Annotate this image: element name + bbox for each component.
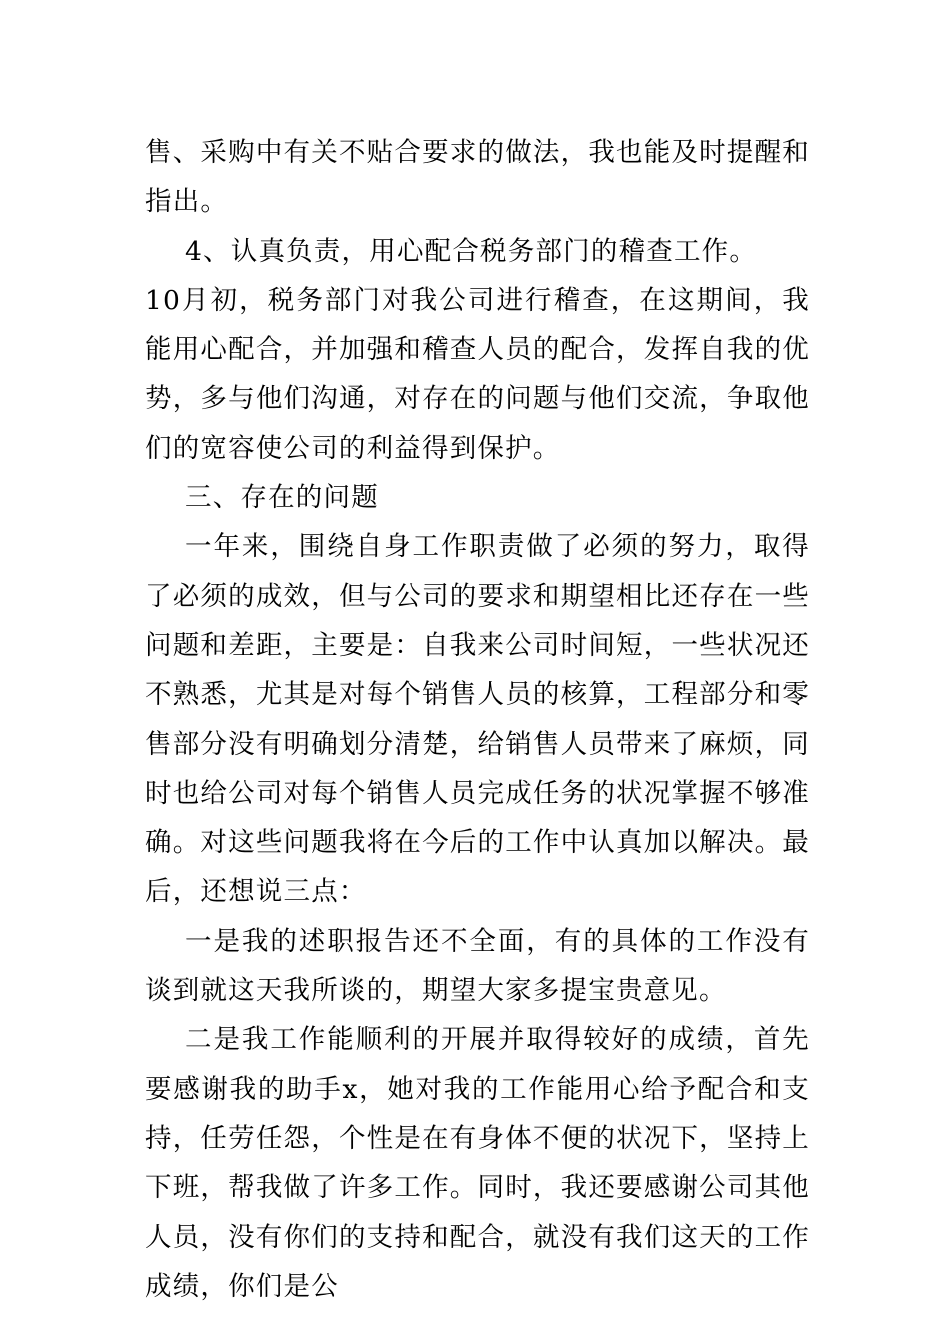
paragraph-tax-audit-detail: 10月初，税务部门对我公司进行稽查，在这期间，我能用心配合，并加强和稽查人员的配合，发挥自我的优势，多与他们沟通，对存在的问题与他们交流，争取他们的宽容使公司的利益得到保护。 [145,284,810,464]
document-body [145,128,810,1311]
paragraph-tax-audit-heading: 4、认真负责，用心配合税务部门的稽查工作。 [185,235,758,267]
section-heading-problems: 三、存在的问题 [185,482,379,514]
paragraph-point-one: 一是我的述职报告还不全面，有的具体的工作没有谈到就这天我所谈的，期望大家多提宝贵意见。 [145,925,810,1007]
paragraph-point-two: 二是我工作能顺利的开展并取得较好的成绩，首先要感谢我的助手x，她对我的工作能用心给予配合和支持，任劳任怨，个性是在有身体不便的状况下，坚持上下班，帮我做了许多工作。同时，我还要感谢公司其他人员，没有你们的支持和配合，就没有我们这天的工作成绩，你们是公 [145,1024,810,1302]
paragraph-problems-detail: 一年来，围绕自身工作职责做了必须的努力，取得了必须的成效，但与公司的要求和期望相比还存在一些问题和差距，主要是：自我来公司时间短，一些状况还不熟悉，尤其是对每个销售人员的核算，工程部分和零售部分没有明确划分清楚，给销售人员带来了麻烦，同时也给公司对每个销售人员完成任务的状况掌握不够准确。对这些问题我将在今后的工作中认真加以解决。最后，还想说三点： [145,531,810,908]
paragraph-sales-procurement: 售、采购中有关不贴合要求的做法，我也能及时提醒和指出。 [145,137,810,218]
